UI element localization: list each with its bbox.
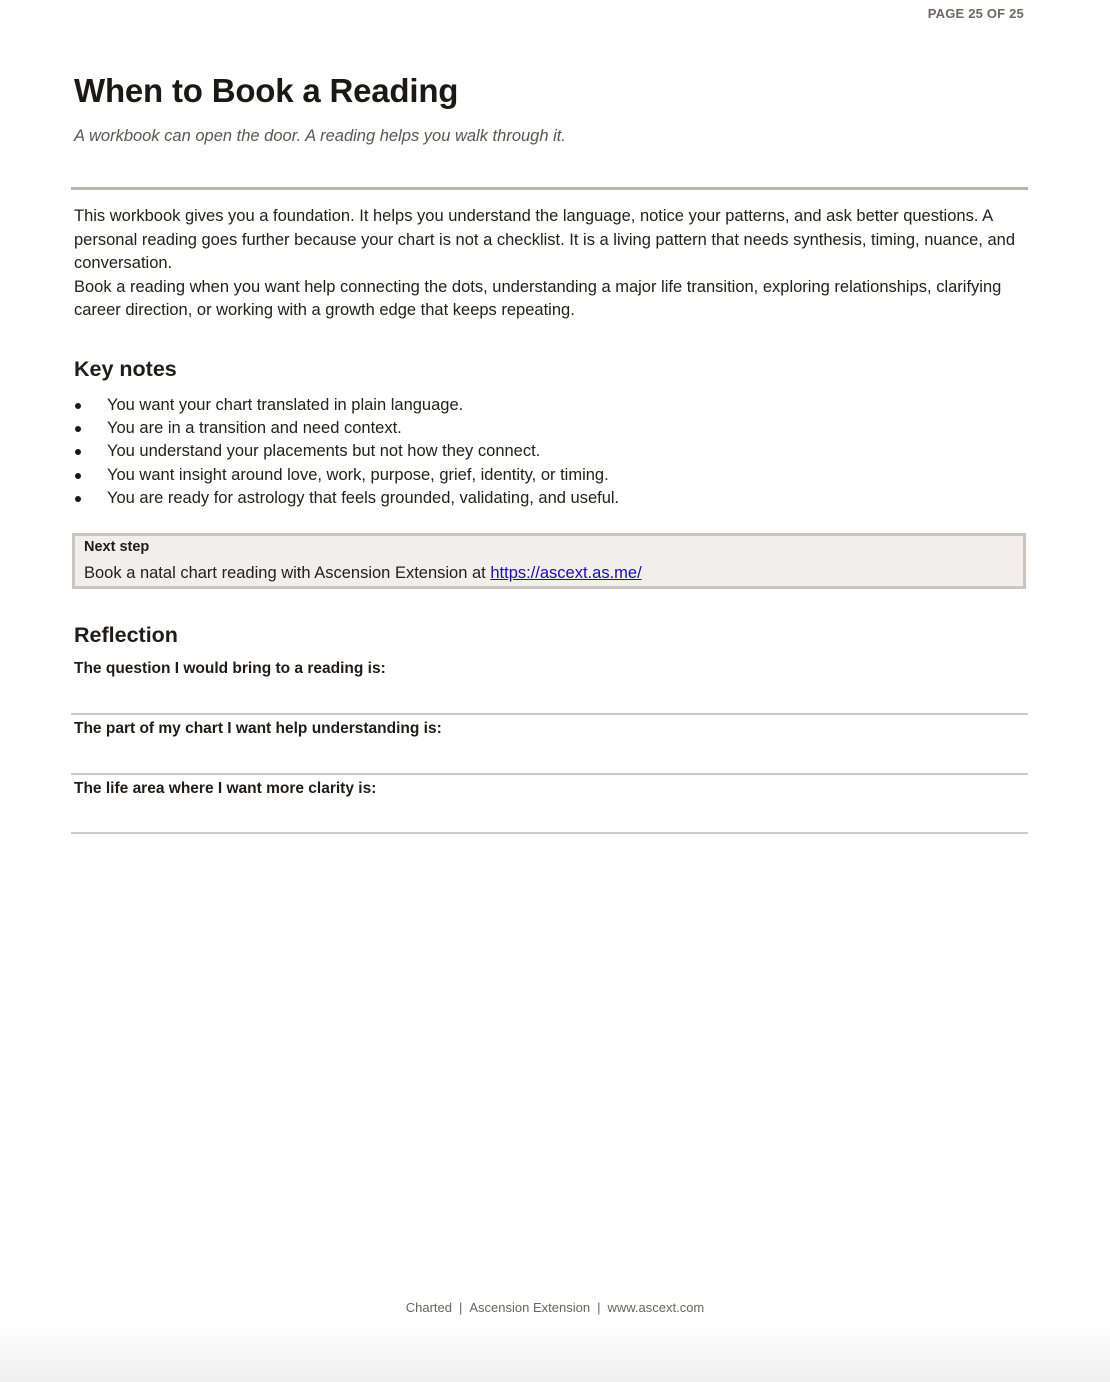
- bullet-icon: [75, 403, 81, 409]
- key-notes-list: [74, 394, 619, 510]
- footer-company: Ascension Extension: [469, 1300, 591, 1315]
- next-step-title: Next step: [84, 539, 150, 555]
- reflection-prompt-question: The question I would bring to a reading is:: [74, 660, 386, 677]
- list-item-text: You are ready for astrology that feels grounded, validating, and useful.: [107, 488, 620, 507]
- next-step-callout: [72, 533, 1026, 589]
- booking-link[interactable]: https://ascext.as.me/: [490, 564, 642, 582]
- list-item-text: You understand your placements but not how they connect.: [107, 442, 541, 461]
- intro-text: [74, 205, 1026, 323]
- page-title: When to Book a Reading: [74, 72, 459, 109]
- title-divider: [71, 187, 1028, 190]
- bullet-icon: [75, 496, 81, 502]
- answer-line: [71, 713, 1028, 715]
- list-item: [74, 440, 619, 463]
- next-step-description: Book a natal chart reading with Ascension Extension at: [84, 564, 491, 582]
- footer-brand: Charted: [405, 1300, 452, 1315]
- page-footer: [0, 1300, 1110, 1315]
- answer-line: [71, 832, 1028, 834]
- list-item-text: You are in a transition and need context.: [107, 419, 402, 438]
- reflection-prompt-life-area: The life area where I want more clarity is:: [74, 780, 377, 797]
- bullet-icon: [75, 426, 81, 432]
- list-item: [74, 394, 619, 417]
- footer-separator: |: [597, 1300, 601, 1315]
- bullet-icon: [75, 473, 81, 479]
- next-step-text: [84, 564, 642, 583]
- intro-paragraph: This workbook gives you a foundation. It helps you understand the language, notice your patterns, and ask better questions. A personal reading goes further because your chart is not a checklist. It is a living pattern that needs synthesis, timing, nuance, and conversation.: [74, 207, 1016, 272]
- reflection-heading: Reflection: [74, 623, 178, 647]
- key-notes-heading: Key notes: [74, 357, 177, 381]
- page-number: PAGE 25 OF 25: [927, 6, 1024, 21]
- page-subtitle: A workbook can open the door. A reading helps you walk through it.: [74, 127, 566, 145]
- list-item: [74, 464, 619, 487]
- answer-line: [71, 773, 1028, 775]
- footer-separator: |: [458, 1300, 463, 1315]
- footer-website: www.ascext.com: [607, 1300, 705, 1315]
- reflection-prompt-chart-part: The part of my chart I want help understanding is:: [74, 720, 442, 737]
- bullet-icon: [75, 449, 81, 455]
- list-item: [74, 487, 619, 510]
- page-bottom-shade: [0, 1322, 1110, 1382]
- list-item-text: You want insight around love, work, purpose, grief, identity, or timing.: [107, 465, 609, 484]
- list-item: [74, 417, 619, 440]
- intro-paragraph: Book a reading when you want help connecting the dots, understanding a major life transition, exploring relationships, clarifying career direction, or working with a growth edge that keeps repeating.: [74, 277, 1002, 319]
- list-item-text: You want your chart translated in plain language.: [107, 396, 464, 414]
